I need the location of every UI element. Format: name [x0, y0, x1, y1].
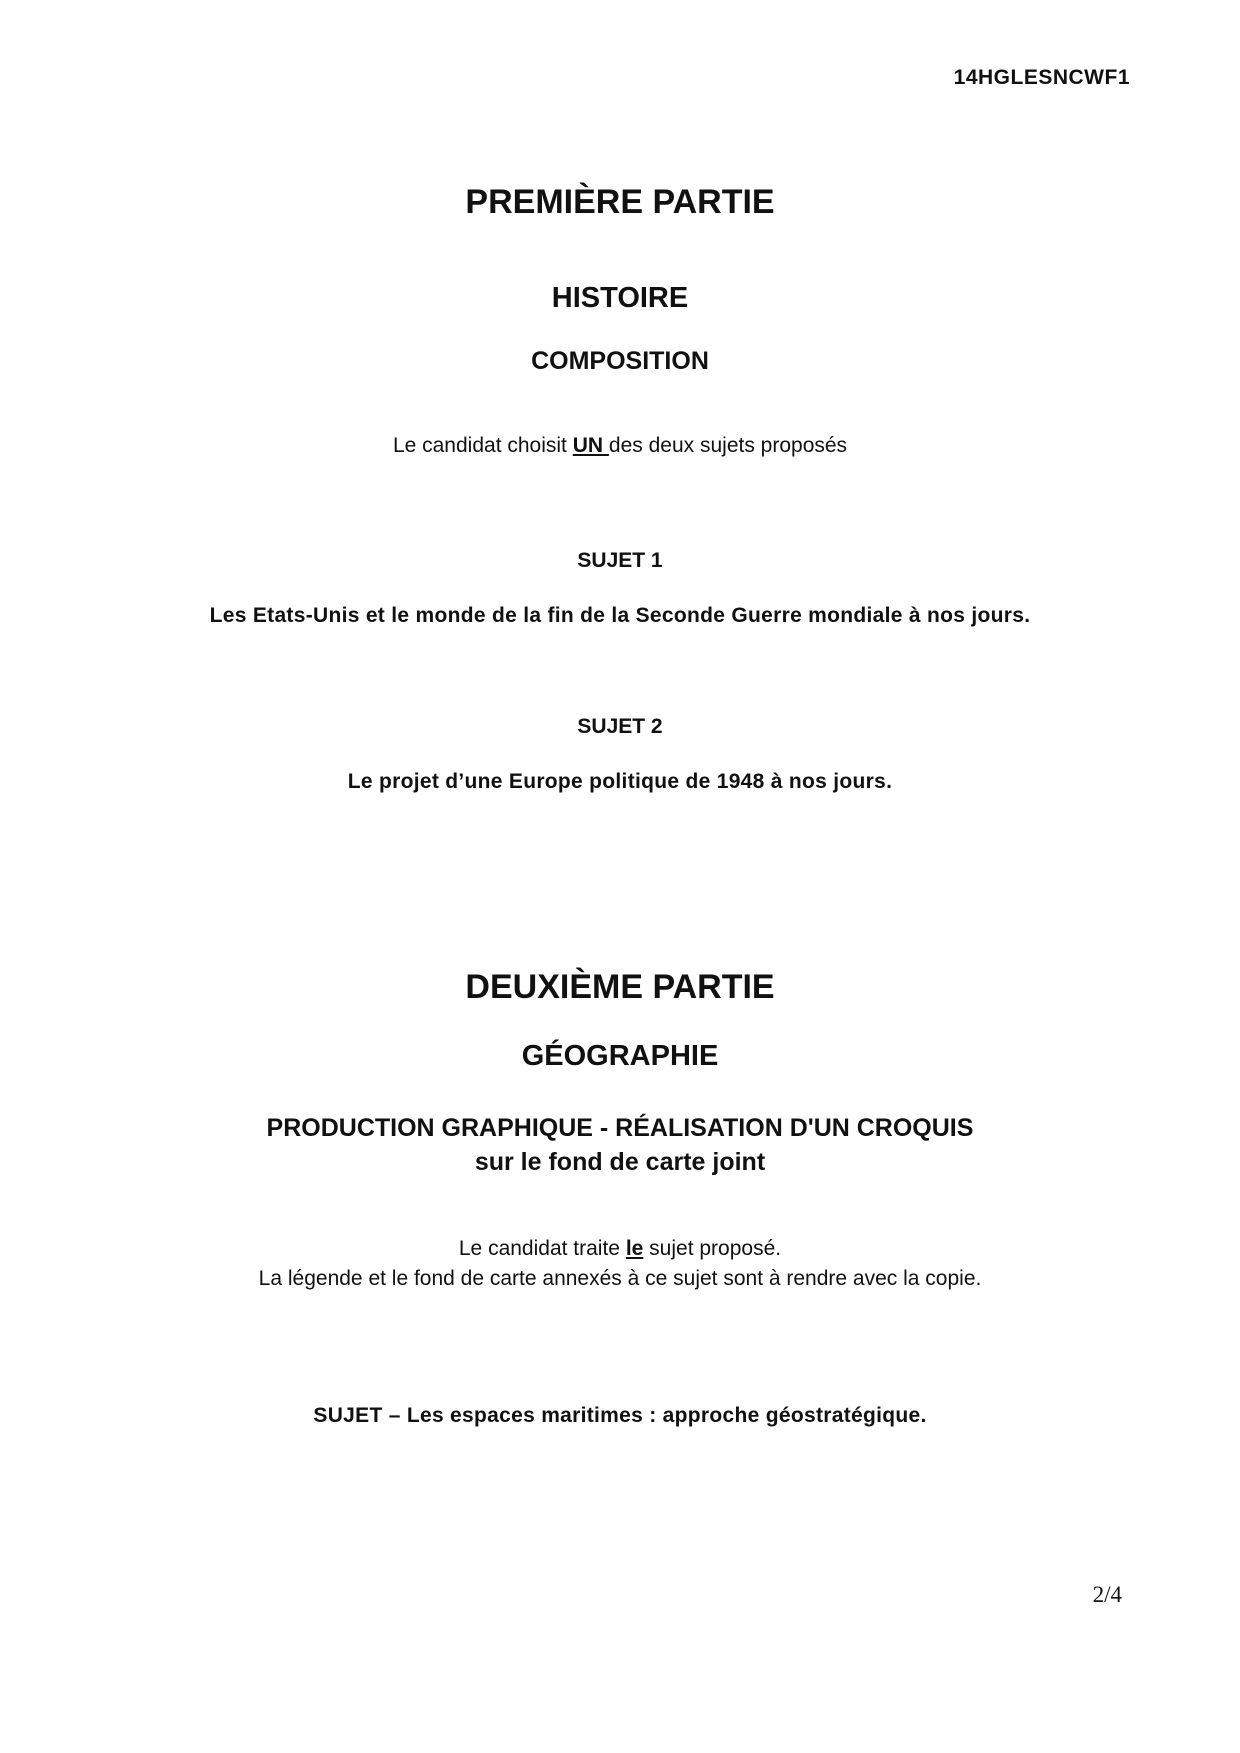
sujet-2-label: SUJET 2 — [577, 715, 663, 738]
history-heading: HISTOIRE — [551, 282, 689, 314]
part-one-title: PREMIÈRE PARTIE — [465, 183, 775, 221]
geography-sujet: SUJET – Les espaces maritimes : approche géostratégique. — [313, 1404, 927, 1427]
sujet-2-text: Le projet d’une Europe politique de 1948 à nos jours. — [347, 770, 893, 793]
instruction-text-after: sujet proposé. — [643, 1237, 782, 1260]
page-number: 2/4 — [1092, 1582, 1122, 1607]
part-two-instruction-2: La légende et le fond de carte annexés à ce sujet sont à rendre avec la copie. — [258, 1267, 982, 1290]
part-two-title: DEUXIÈME PARTIE — [465, 968, 775, 1006]
instruction-emphasis: le — [625, 1237, 644, 1260]
sujet-1-text: Les Etats-Unis et le monde de la fin de la Seconde Guerre mondiale à nos jours. — [209, 604, 1031, 627]
production-subheading: sur le fond de carte joint — [474, 1148, 766, 1176]
part-one-instruction — [0, 434, 1240, 458]
document-code: 14HGLESNCWF1 — [953, 66, 1130, 89]
production-heading: PRODUCTION GRAPHIQUE - RÉALISATION D'UN CROQUIS — [266, 1114, 974, 1142]
instruction-emphasis: UN — [572, 434, 609, 457]
composition-heading: COMPOSITION — [531, 347, 709, 375]
instruction-text-after: des deux sujets proposés — [608, 434, 848, 457]
sujet-1-label: SUJET 1 — [577, 549, 663, 572]
instruction-text-before: Le candidat traite — [458, 1237, 626, 1260]
geography-heading: GÉOGRAPHIE — [521, 1040, 719, 1072]
instruction-text-before: Le candidat choisit — [392, 434, 573, 457]
part-two-instruction-1 — [0, 1237, 1240, 1261]
